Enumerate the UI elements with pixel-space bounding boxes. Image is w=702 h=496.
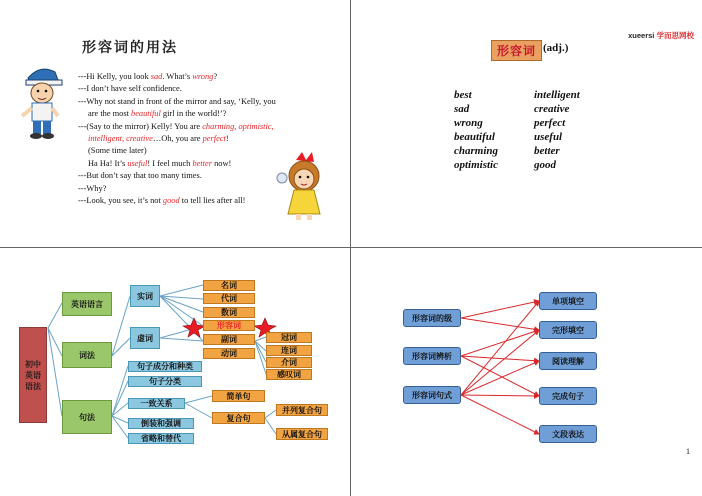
dialogue-text-segment: ---(Say to the mirror) Kelly! You are [78, 121, 203, 131]
sentence-node: 省略和替代 [128, 433, 194, 444]
adjective-word: wrong [454, 117, 483, 129]
dialogue-text-segment: ---Look, you see, it’s not [78, 196, 163, 206]
dialogue-line [78, 108, 348, 120]
dialogue-line [78, 195, 348, 207]
highlighted-adjective: intelligent, creative [88, 134, 153, 144]
level1-node: 英语语言 [62, 292, 112, 316]
root-node: 初中英语语法 [19, 327, 47, 423]
xuci-node: 冠词 [266, 332, 312, 343]
left-node: 形容词的级 [403, 309, 461, 327]
relation-arrows [351, 248, 702, 496]
adjective-word: charming [454, 145, 499, 157]
right-node: 完形填空 [539, 321, 597, 339]
highlighted-adjective: perfect [202, 134, 226, 144]
adjective-word: sad [454, 103, 470, 115]
dialogue-text-segment: girl in the world!’? [160, 109, 227, 119]
xuci-node: 感叹词 [266, 369, 312, 380]
dialogue-text-segment: Ha Ha! It’s [88, 158, 128, 168]
slide-adjective-exercises [351, 248, 702, 496]
xuci-node: 介词 [266, 357, 312, 368]
fuci-node: 副词 [203, 334, 255, 345]
dialogue-line [78, 71, 348, 83]
page-number: 1 [686, 447, 690, 456]
sentence-type-node: 简单句 [212, 390, 265, 402]
brand-logo [628, 30, 694, 41]
dialogue-text-segment: are the most [88, 109, 132, 119]
slide-title: 形容词的用法 [82, 40, 178, 56]
right-node: 完成句子 [539, 387, 597, 405]
highlighted-adjective: charming, optimistic, [202, 121, 274, 131]
dialogue-text-segment: …Oh, you are [152, 134, 203, 144]
sentence-type-node: 复合句 [212, 412, 265, 424]
dialogue-text-segment: ? [213, 72, 218, 81]
right-node: 文段表达 [539, 425, 597, 443]
shici-node: 动词 [203, 348, 255, 359]
shici-node: 数词 [203, 307, 255, 318]
slide-adjective-usage [0, 0, 351, 248]
shici-node: 名词 [203, 280, 255, 291]
ci-group-node: 实词 [130, 285, 160, 307]
star-icon [183, 318, 205, 337]
dialogue-text-segment: ---Hi Kelly, you look [78, 72, 151, 81]
adjective-word: creative [534, 103, 570, 115]
sentence-node: 句子成分和种类 [128, 361, 202, 372]
highlighted-adjective: beautiful [131, 109, 161, 119]
sentence-node: 倒装和强调 [128, 418, 194, 429]
left-node: 形容词辨析 [403, 347, 461, 365]
word-column-right [534, 88, 580, 172]
slide-grammar-mindmap [0, 248, 351, 496]
complex-node: 并列复合句 [276, 404, 328, 416]
brand-cn: 学而思网校 [656, 31, 694, 40]
dialogue-text [78, 71, 348, 207]
complex-node: 从属复合句 [276, 428, 328, 440]
right-node: 单项填空 [539, 292, 597, 310]
adjective-word: good [534, 159, 556, 171]
shici-node-highlight: 形容词 [203, 320, 255, 331]
adjective-word: better [534, 145, 560, 157]
level1-node: 句法 [62, 400, 112, 434]
dialogue-line [78, 145, 348, 157]
sentence-node: 句子分类 [128, 376, 202, 387]
adjective-word: useful [534, 131, 563, 143]
dialogue-text-segment: ---But don’t say that too many times. [78, 171, 202, 181]
slide-adjective-words [351, 0, 702, 248]
xuci-node: 连词 [266, 345, 312, 356]
dialogue-line [78, 183, 348, 195]
dialogue-text-segment: now! [212, 158, 232, 168]
dialogue-line [78, 170, 348, 182]
boy-cartoon-icon [22, 69, 62, 139]
dialogue-text-segment: (Some time later) [88, 146, 147, 156]
adjective-word: best [454, 89, 472, 101]
adjective-word: perfect [534, 117, 566, 129]
dialogue-line [78, 158, 348, 170]
adjective-word: beautiful [454, 131, 495, 143]
dialogue-text-segment: ---I don’t have self confidence. [78, 84, 182, 94]
dialogue-text-segment: ! [225, 134, 229, 144]
dialogue-text-segment: . What’s [162, 72, 193, 81]
right-node: 阅读理解 [539, 352, 597, 370]
dialogue-text-segment: ! I feel much [147, 158, 193, 168]
highlighted-adjective: wrong [192, 72, 214, 81]
sentence-node: 一致关系 [128, 398, 185, 409]
level1-node: 词法 [62, 342, 112, 368]
dialogue-line [78, 133, 348, 145]
left-node: 形容词句式 [403, 386, 461, 404]
adj-label: (adj.) [543, 42, 569, 54]
word-column-left [454, 88, 498, 172]
highlighted-adjective: useful [127, 158, 148, 168]
ci-group-node: 虚词 [130, 327, 160, 349]
adjective-word: optimistic [454, 159, 498, 171]
highlighted-adjective: sad [150, 72, 163, 81]
dialogue-line [78, 83, 348, 95]
shici-node: 代词 [203, 293, 255, 304]
highlighted-adjective: better [192, 158, 212, 168]
highlighted-adjective: good [162, 196, 180, 206]
dialogue-text-segment: to tell lies after all! [179, 196, 246, 206]
dialogue-line [78, 96, 348, 108]
dialogue-line [78, 121, 348, 133]
adjective-heading: 形容词 [491, 40, 542, 61]
brand-en: xueersi [628, 31, 655, 40]
dialogue-text-segment: ---Why not stand in front of the mirror and say, ‘Kelly, you [78, 96, 276, 106]
dialogue-text-segment: ---Why? [78, 183, 107, 193]
adjective-word: intelligent [534, 89, 580, 101]
